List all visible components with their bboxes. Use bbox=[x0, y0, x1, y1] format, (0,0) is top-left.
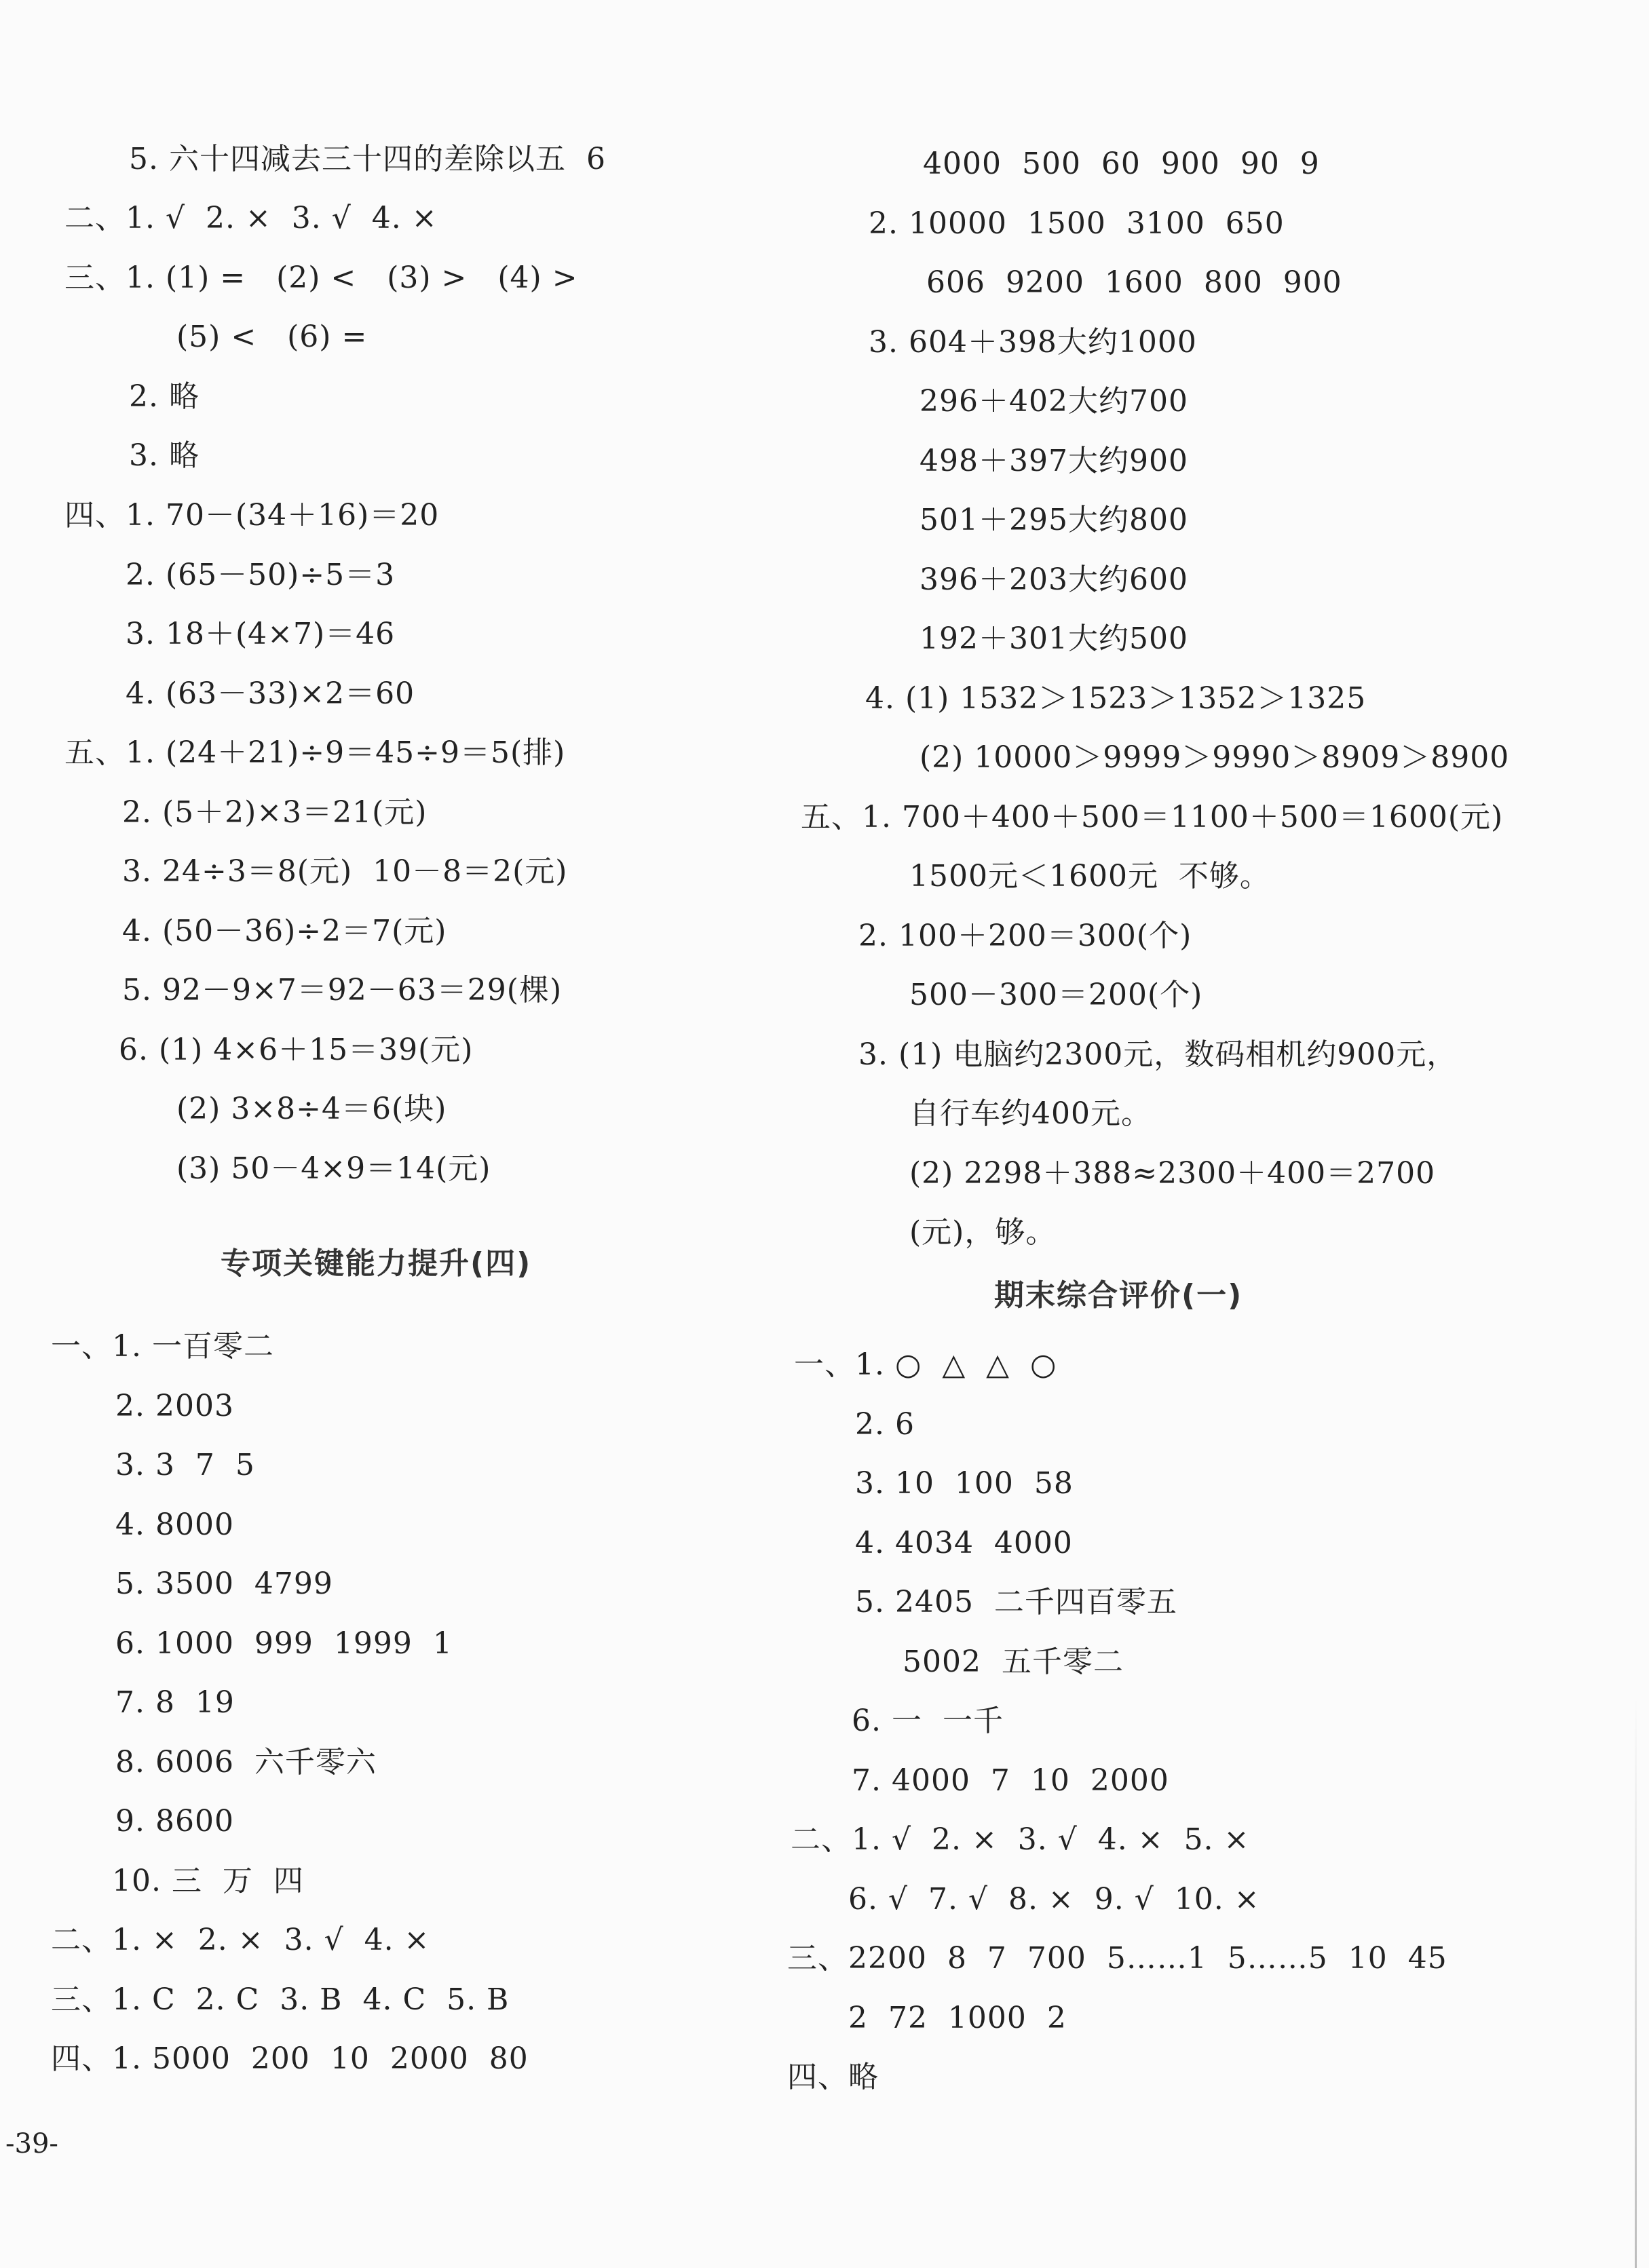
answer-line: 8. 6006 六千零六 bbox=[115, 1745, 377, 1780]
answer-line: 三、1. C 2. C 3. B 4. C 5. B bbox=[51, 1982, 510, 2017]
answer-line: 3. 10 100 58 bbox=[855, 1466, 1074, 1501]
answer-line: 3. 18＋(4×7)＝46 bbox=[126, 617, 396, 651]
answer-line: 6. 1000 999 1999 1 bbox=[115, 1626, 453, 1661]
answer-line: 10. 三 万 四 bbox=[112, 1864, 304, 1898]
answer-line: 2. 10000 1500 3100 650 bbox=[869, 206, 1285, 241]
answer-line: 3. 604＋398大约1000 bbox=[869, 325, 1197, 360]
answer-line: 7. 4000 7 10 2000 bbox=[852, 1763, 1169, 1798]
answer-line: 2 72 1000 2 bbox=[848, 2001, 1067, 2035]
answer-line: 3. 3 7 5 bbox=[115, 1448, 255, 1482]
answer-line: 二、1. √ 2. × 3. √ 4. × 5. × bbox=[791, 1822, 1250, 1857]
answer-line: 2. (5＋2)×3＝21(元) bbox=[122, 795, 428, 830]
answer-line: 4. (63－33)×2＝60 bbox=[126, 676, 415, 711]
answer-line: 500－300＝200(个) bbox=[909, 978, 1203, 1012]
answer-line: (2) 2298＋388≈2300＋400＝2700 bbox=[909, 1156, 1436, 1191]
answer-line: 7. 8 19 bbox=[115, 1685, 235, 1720]
answer-line: 2. 6 bbox=[855, 1407, 915, 1442]
answer-line: 3. (1) 电脑约2300元，数码相机约900元， bbox=[858, 1037, 1458, 1072]
answer-line: 6. √ 7. √ 8. × 9. √ 10. × bbox=[848, 1882, 1260, 1917]
answer-line: 二、1. × 2. × 3. √ 4. × bbox=[51, 1923, 430, 1957]
answer-line: 6. 一 一千 bbox=[852, 1704, 1004, 1738]
answer-line: 四、1. 70－(34＋16)＝20 bbox=[64, 498, 440, 533]
answer-line: 192＋301大约500 bbox=[920, 621, 1188, 656]
answer-line: 296＋402大约700 bbox=[920, 384, 1188, 419]
answer-line: 三、1. (1) = (2) < (3) > (4) > bbox=[64, 261, 578, 295]
answer-line: 四、略 bbox=[787, 2060, 879, 2094]
answer-line: 4. 4034 4000 bbox=[855, 1526, 1073, 1560]
answer-line: 498＋397大约900 bbox=[920, 444, 1188, 478]
answer-line: 1500元＜1600元 不够。 bbox=[909, 859, 1270, 893]
answer-line: 3. 24÷3＝8(元) 10－8＝2(元) bbox=[122, 854, 568, 889]
answer-line: 501＋295大约800 bbox=[920, 503, 1188, 537]
answer-line: 5002 五千零二 bbox=[903, 1645, 1124, 1679]
answer-line: 4000 500 60 900 90 9 bbox=[923, 147, 1320, 181]
answer-line: 6. (1) 4×6＋15＝39(元) bbox=[119, 1033, 474, 1067]
answer-line: 9. 8600 bbox=[115, 1804, 234, 1839]
answer-line: 4. (50－36)÷2＝7(元) bbox=[122, 914, 447, 948]
answer-line: 5. 2405 二千四百零五 bbox=[855, 1585, 1177, 1619]
answer-line: 3. 略 bbox=[129, 438, 200, 473]
answer-line: (5) < (6) = bbox=[176, 320, 368, 354]
answer-line: (元)，够。 bbox=[909, 1215, 1057, 1250]
answer-line: 2. 2003 bbox=[115, 1389, 234, 1423]
answer-line: 2. 略 bbox=[129, 379, 200, 414]
page-number: -39- bbox=[5, 2128, 58, 2159]
answer-line: 五、1. 700＋400＋500＝1100＋500＝1600(元) bbox=[801, 800, 1504, 834]
answer-line: 二、1. √ 2. × 3. √ 4. × bbox=[64, 201, 438, 235]
answer-line: (2) 10000＞9999＞9990＞8909＞8900 bbox=[920, 740, 1510, 775]
answer-line: 5. 92－9×7＝92－63＝29(棵) bbox=[122, 973, 563, 1007]
answer-line: 四、1. 5000 200 10 2000 80 bbox=[51, 2041, 529, 2076]
answer-line: (3) 50－4×9＝14(元) bbox=[176, 1151, 491, 1186]
answer-line: 自行车约400元。 bbox=[909, 1096, 1152, 1131]
answer-line: 4. (1) 1532＞1523＞1352＞1325 bbox=[865, 681, 1367, 716]
scan-edge-shadow bbox=[1635, 1696, 1637, 2268]
answer-line: 2. 100＋200＝300(个) bbox=[858, 919, 1192, 953]
answer-line: 5. 六十四减去三十四的差除以五 6 bbox=[129, 142, 606, 176]
answer-line: 五、1. (24＋21)÷9＝45÷9＝5(排) bbox=[64, 735, 566, 770]
answer-line: 396＋203大约600 bbox=[920, 562, 1188, 597]
section-title: 专项关键能力提升(四) bbox=[221, 1246, 532, 1281]
section-title: 期末综合评价(一) bbox=[994, 1278, 1243, 1313]
answer-line: 2. (65－50)÷5＝3 bbox=[126, 558, 396, 592]
answer-line: 4. 8000 bbox=[115, 1507, 234, 1542]
answer-line: 606 9200 1600 800 900 bbox=[926, 265, 1342, 300]
answer-line: 一、1. ○ △ △ ○ bbox=[794, 1347, 1057, 1382]
answer-line: 5. 3500 4799 bbox=[115, 1567, 333, 1601]
answer-line: 一、1. 一百零二 bbox=[51, 1329, 274, 1364]
answer-line: (2) 3×8÷4＝6(块) bbox=[176, 1092, 447, 1126]
answer-line: 三、2200 8 7 700 5……1 5……5 10 45 bbox=[787, 1941, 1447, 1976]
